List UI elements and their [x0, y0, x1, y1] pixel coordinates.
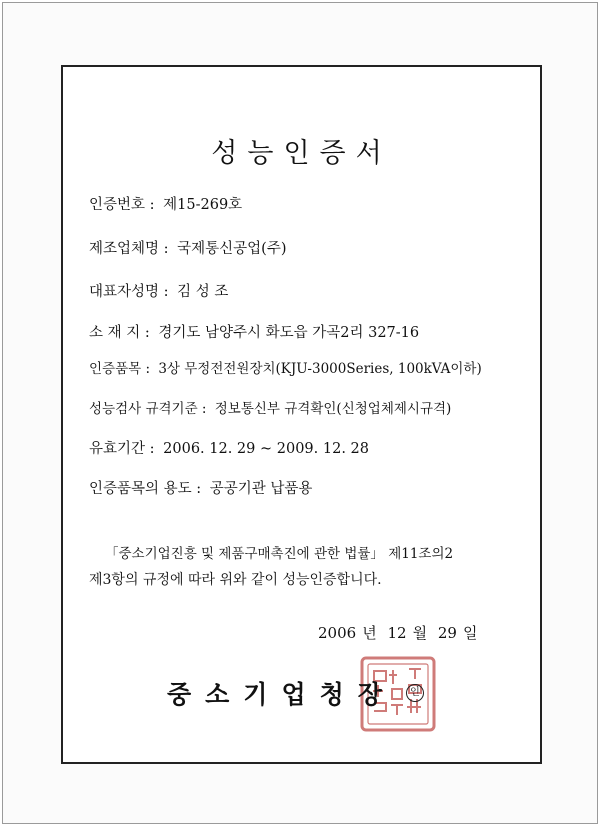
- document-frame: [2, 2, 598, 824]
- field-value: 김 성 조: [177, 284, 229, 300]
- issue-date: [318, 622, 483, 643]
- field-value: 3상 무정전전원장치(KJU-3000Series, 100kVA이하): [158, 361, 482, 377]
- field-label: 인증품목의 용도 :: [89, 481, 202, 497]
- date-month: 12: [387, 624, 407, 642]
- date-year-unit: 년: [362, 624, 377, 642]
- field-validity: [89, 437, 369, 458]
- field-label: 인증품목 :: [89, 361, 151, 377]
- field-label: 유효기간 :: [89, 441, 155, 457]
- field-usage: [89, 477, 312, 498]
- field-address: [89, 321, 419, 342]
- seal-mark: 인: [406, 684, 424, 702]
- field-manufacturer: [89, 237, 287, 258]
- field-value: 공공기관 납품용: [209, 481, 313, 497]
- certification-statement: [89, 541, 519, 593]
- field-label: 제조업체명 :: [89, 241, 169, 257]
- field-label: 대표자성명 :: [89, 284, 169, 300]
- field-standard: [89, 397, 451, 417]
- field-representative: [89, 280, 228, 301]
- field-value: 정보통신부 규격확인(신청업체제시규격): [214, 401, 452, 417]
- field-product: [89, 357, 482, 377]
- date-month-unit: 월: [412, 624, 428, 642]
- certificate-title: 성능인증서: [211, 138, 392, 169]
- field-value: 국제통신공업(주): [177, 241, 287, 257]
- date-day-unit: 일: [462, 624, 478, 642]
- field-label: 소 재 지 :: [89, 325, 150, 341]
- issuer-name: 중소기업청장: [167, 680, 396, 709]
- field-label: 인증번호 :: [89, 197, 155, 213]
- statement-line: 「중소기업진흥 및 제품구매촉진에 관한 법률」 제11조의2: [105, 546, 454, 562]
- field-value: 제15-269호: [163, 197, 243, 213]
- field-value: 경기도 남양주시 화도읍 가곡2리 327-16: [158, 325, 420, 341]
- field-label: 성능검사 규격기준 :: [89, 401, 207, 417]
- date-year: 2006: [318, 624, 357, 642]
- field-value: 2006. 12. 29 ~ 2009. 12. 28: [163, 441, 369, 457]
- date-day: 29: [437, 624, 457, 642]
- certificate-border: [61, 65, 542, 764]
- statement-line: 제3항의 규정에 따라 위와 같이 성능인증합니다.: [89, 572, 382, 588]
- field-cert-number: [89, 193, 242, 214]
